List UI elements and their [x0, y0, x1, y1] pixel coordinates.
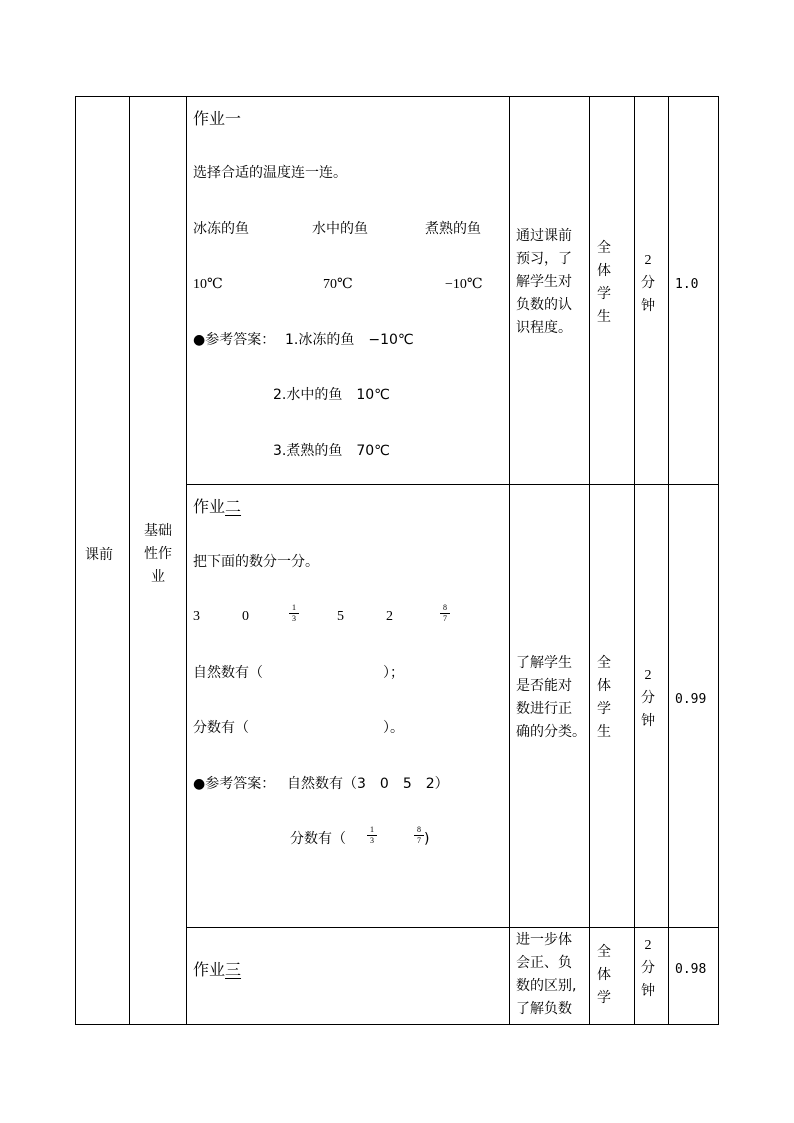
number-option: 5 [337, 609, 344, 624]
col-border-2 [186, 96, 187, 1025]
answer-fraction: 1 3 [366, 826, 378, 845]
type-line: 业 [151, 569, 165, 585]
match-item: 煮熟的鱼 [425, 221, 481, 237]
target-cell: 全 体 学 生 [597, 655, 611, 740]
task-title: 作业三 [193, 960, 242, 979]
type-line: 基础 [144, 523, 172, 539]
number-option: 2 [386, 609, 393, 624]
temperature-option: 70℃ [323, 277, 353, 292]
task-prompt: 把下面的数分一分。 [193, 554, 319, 570]
answer-label: ●参考答案： [193, 332, 276, 348]
score-cell: 0.99 [675, 692, 707, 707]
purpose-cell: 进一步体 会正、负 数的区别, 了解负数 [516, 932, 577, 1017]
number-option: 0 [242, 609, 249, 624]
score-cell: 1.0 [675, 277, 699, 292]
col-border-7 [718, 96, 719, 1025]
type-line: 性作 [144, 546, 172, 562]
task-title: 作业一 [193, 109, 242, 128]
answer-fraction-end: ) [424, 831, 430, 847]
type-cell [130, 520, 186, 589]
time-cell: 2 分 钟 [641, 253, 655, 314]
col-border-0 [75, 96, 76, 1025]
col-border-5 [634, 96, 635, 1025]
answer-line: 2.水中的鱼 10℃ [273, 387, 390, 403]
target-cell: 全 体 学 生 [597, 240, 611, 325]
purpose-cell: 通过课前 预习，了 解学生对 负数的认 识程度。 [516, 228, 572, 336]
number-option: 3 [193, 609, 200, 624]
answer-fraction: 8 7 [413, 826, 425, 845]
answer-line: 3.煮熟的鱼 70℃ [273, 443, 390, 459]
temperature-option: −10℃ [445, 277, 483, 292]
score-cell: 0.98 [675, 962, 707, 977]
answer-label: ●参考答案： [193, 776, 276, 792]
table-top-border [75, 96, 719, 97]
match-item: 冰冻的鱼 [193, 221, 249, 237]
fraction-end: ）。 [383, 720, 404, 736]
answer-line: 1.冰冻的鱼 −10℃ [285, 332, 414, 348]
fraction-option: 8 7 [439, 604, 451, 623]
natural-end: ）； [383, 665, 404, 681]
fraction-option: 1 3 [288, 604, 300, 623]
row-divider-2 [186, 927, 719, 928]
table-bottom-border [75, 1024, 719, 1025]
natural-label: 自然数有（ [193, 665, 263, 681]
fraction-label: 分数有（ [193, 720, 249, 736]
time-cell: 2 分 钟 [641, 668, 655, 729]
purpose-cell: 了解学生 是否能对 数进行正 确的分类。 [516, 655, 586, 740]
temperature-option: 10℃ [193, 277, 223, 292]
match-item: 水中的鱼 [312, 221, 368, 237]
col-border-3 [509, 96, 510, 1025]
task-prompt: 选择合适的温度连一连。 [193, 165, 347, 181]
task-title: 作业二 [193, 497, 242, 516]
stage-cell: 课前 [85, 547, 113, 563]
answer-fraction-label: 分数有（ [290, 831, 346, 847]
target-cell: 全 体 学 [597, 944, 611, 1006]
col-border-6 [668, 96, 669, 1025]
answer-line: 自然数有（3 0 5 2） [287, 776, 449, 792]
row-divider-1 [186, 484, 719, 485]
time-cell: 2 分 钟 [641, 938, 655, 999]
